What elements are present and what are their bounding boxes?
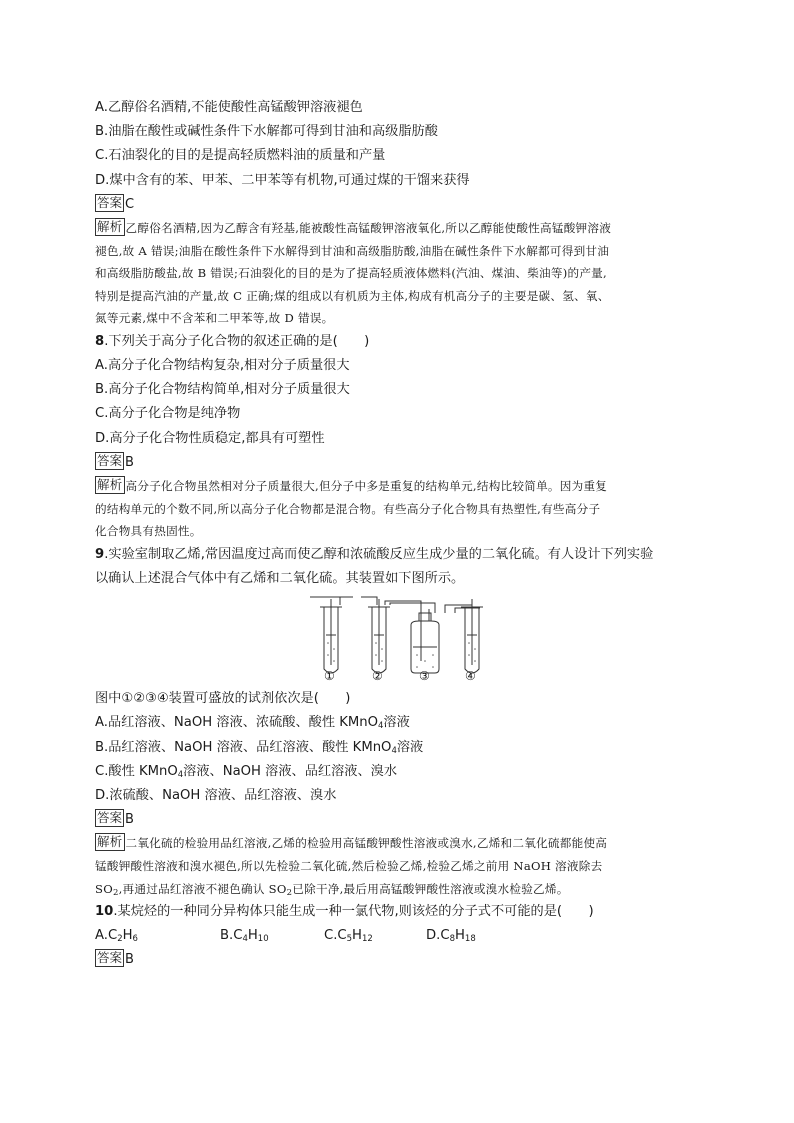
apparatus-diagram — [95, 591, 705, 687]
answer-row — [95, 193, 705, 217]
option-b: B.品红溶液、NaOH 溶液、品红溶液、酸性 KMnO$_4$溶液 — [95, 739, 424, 756]
option-d: $D.C_8H_{18}$ — [426, 928, 476, 945]
apparatus-figure — [95, 591, 705, 687]
option-d: D.煤中含有的苯、甲苯、二甲苯等有机物,可通过煤的干馏来获得 — [95, 172, 470, 188]
answer-label: 答案 — [97, 452, 123, 468]
answer-row — [95, 808, 705, 832]
explanation-label: 解析 — [97, 218, 123, 234]
option-a: A.品红溶液、NaOH 溶液、浓硫酸、酸性 KMnO$_4$溶液 — [95, 715, 410, 732]
options-row — [95, 924, 705, 948]
question-stem: 8.下列关于高分子化合物的叙述正确的是( ) — [95, 333, 370, 349]
explanation-line: 特别是提高汽油的产量,故 C 正确;煤的组成以有机质为主体,构成有机高分子的主要是碳、氢、氧、 — [95, 288, 610, 303]
option-b: B.高分子化合物结构简单,相对分子质量很大 — [95, 382, 350, 398]
figure-label-1: ① — [324, 669, 335, 684]
explanation-label: 解析 — [97, 834, 123, 850]
answer-label: 答案 — [97, 194, 123, 210]
answer-row — [95, 948, 705, 972]
explanation-line: 解析 乙醇俗名酒精,因为乙醇含有羟基,能被酸性高锰酸钾溶液氧化,所以乙醇能使酸性高锰酸钾溶液 — [97, 218, 612, 235]
liquid-dots — [327, 642, 476, 668]
explanation-line: 锰酸钾酸性溶液和溴水褪色,所以先检验二氧化硫,然后检验乙烯,检验乙烯之前用 NaOH 溶液除去 — [95, 858, 603, 873]
answer-label: 答案 — [97, 950, 123, 966]
gas-wash-bottle-3 — [411, 609, 439, 673]
explanation-line: 解析 高分子化合物虽然相对分子质量很大,但分子中多是重复的结构单元,结构比较简单。因为重复 — [97, 477, 608, 494]
explanation-line: 化合物具有热固性。 — [95, 524, 202, 539]
option-c: C.酸性 KMnO$_4$溶液、NaOH 溶液、品红溶液、溴水 — [95, 763, 398, 780]
answer-value: B — [125, 952, 134, 968]
option-d: D.浓硫酸、NaOH 溶液、品红溶液、溴水 — [95, 787, 337, 803]
question-stem: 10.某烷烃的一种同分异构体只能生成一种一氯代物,则该烃的分子式不可能的是( ) — [95, 904, 594, 920]
explanation-line: 氮等元素,煤中不含苯和二甲苯等,故 D 错误。 — [95, 311, 334, 326]
test-tube-4 — [461, 599, 483, 673]
sub-question: 图中①②③④装置可盛放的试剂依次是( ) — [95, 691, 351, 707]
question-number: 8 — [95, 333, 105, 349]
figure-label-4: ④ — [465, 669, 476, 684]
explanation-line: 解析 二氧化硫的检验用品红溶液,乙烯的检验用高锰酸钾酸性溶液或溴水,乙烯和二氧化硫都能使高 — [97, 834, 608, 851]
answer-value: B — [125, 454, 134, 470]
option-c: C.石油裂化的目的是提高轻质燃料油的质量和产量 — [95, 148, 386, 164]
answer-row — [95, 451, 705, 475]
answer-value: B — [125, 812, 134, 828]
gas-inlet-tube — [310, 597, 377, 605]
explanation-line: 和高级脂肪酸盐,故 B 错误;石油裂化的目的是为了提高轻质液体燃料(汽油、煤油、柴油等)的产量, — [95, 266, 607, 281]
explanation-line: 褪色,故 A 错误;油脂在酸性条件下水解得到甘油和高级脂肪酸,油脂在碱性条件下水解都可得到甘油 — [95, 243, 610, 258]
question-number: 9 — [95, 546, 105, 562]
figure-label-3: ③ — [419, 669, 430, 684]
option-b: B.油脂在酸性或碱性条件下水解都可得到甘油和高级脂肪酸 — [95, 124, 438, 140]
option-a: A.高分子化合物结构复杂,相对分子质量很大 — [95, 358, 350, 374]
document-page — [95, 96, 705, 973]
option-b: $B.C_4H_{10}$ — [220, 928, 269, 945]
explanation-line: $SO_2$,再通过品红溶液不褪色确认 $SO_2$已除干净,最后用高锰酸钾酸性溶液或溴水检验乙烯。 — [95, 881, 569, 898]
option-a: $A.C_2H_6$ — [95, 928, 138, 945]
option-c: $C.C_5H_{12}$ — [324, 928, 373, 945]
option-a: A.乙醇俗名酒精,不能使酸性高锰酸钾溶液褪色 — [95, 100, 363, 115]
answer-value: C — [125, 196, 135, 212]
explanation-label: 解析 — [97, 477, 123, 493]
option-c: C.高分子化合物是纯净物 — [95, 406, 241, 422]
explanation-line: 的结构单元的个数不同,所以高分子化合物都是混合物。有些高分子化合物具有热塑性,有些高分子 — [95, 501, 601, 516]
figure-label-2: ② — [372, 669, 383, 684]
option-d: D.高分子化合物性质稳定,都具有可塑性 — [95, 430, 325, 446]
test-tube-2 — [368, 599, 390, 673]
test-tube-1 — [320, 599, 342, 673]
question-number: 10 — [95, 904, 114, 920]
question-stem: 9.实验室制取乙烯,常因温度过高而使乙醇和浓硫酸反应生成少量的二氧化硫。有人设计下列实验 — [95, 546, 654, 562]
question-stem-continued: 以确认上述混合气体中有乙烯和二氧化硫。其装置如下图所示。 — [95, 571, 465, 586]
answer-label: 答案 — [97, 810, 123, 826]
